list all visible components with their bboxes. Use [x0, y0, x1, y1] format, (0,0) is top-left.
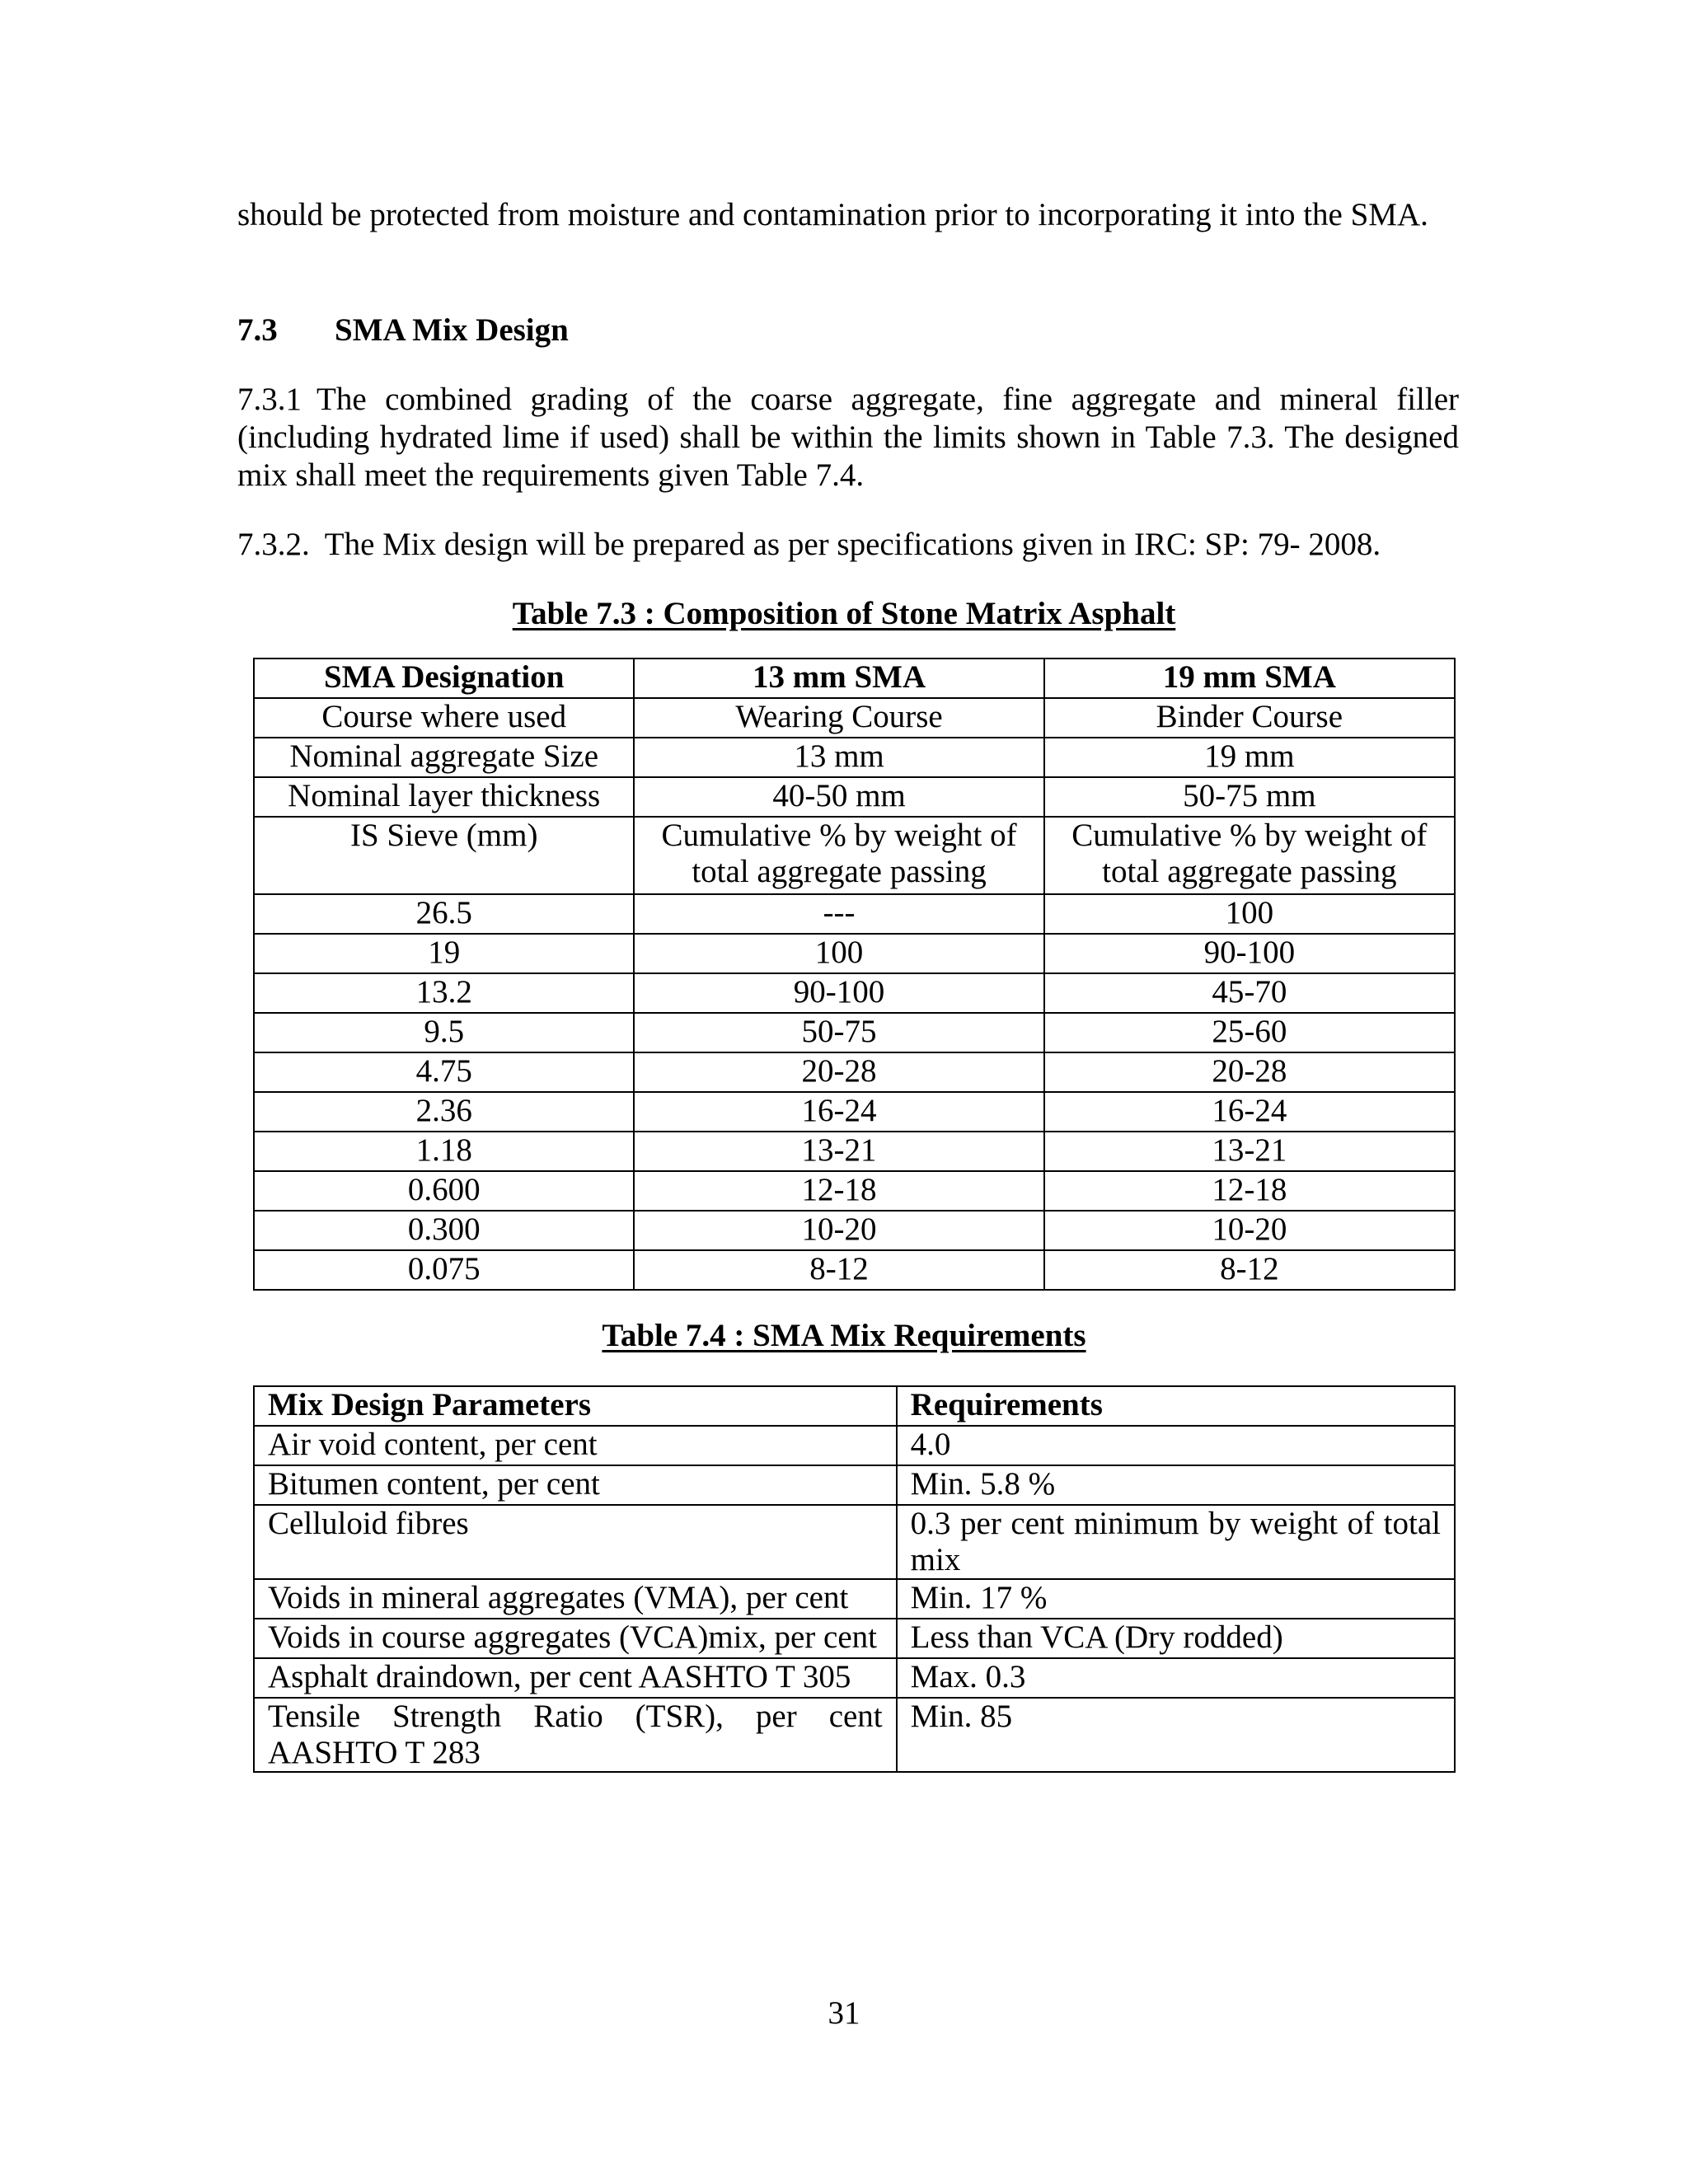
- table-cell: 10-20: [1044, 1211, 1455, 1250]
- paragraph-7-3-1-text: The combined grading of the coarse aggregate, fine aggregate and mineral filler (including hydrated lime if used) shall be within the limits shown in Table 7.3. The designed mix shall meet the requirements given Table 7.4.: [237, 382, 1459, 493]
- header-cell: 13 mm SMA: [634, 658, 1043, 698]
- table-cell: 26.5: [254, 894, 634, 934]
- table-7-4-caption-text: Table 7.4 : SMA Mix Requirements: [602, 1318, 1086, 1353]
- table-cell: Celluloid fibres: [254, 1505, 897, 1579]
- table-cell: 0.600: [254, 1171, 634, 1211]
- table-cell: ---: [634, 894, 1043, 934]
- page-number: 31: [828, 1995, 860, 2031]
- table-row: [254, 1698, 1455, 1772]
- table-row: [254, 1171, 1455, 1211]
- paragraph-7-3-2-text: The Mix design will be prepared as per specifications given in IRC: SP: 79- 2008.: [324, 527, 1381, 562]
- table-header-row: [254, 1386, 1455, 1426]
- paragraph-7-3-2: [237, 526, 1459, 564]
- table-cell: Less than VCA (Dry rodded): [897, 1619, 1455, 1658]
- table-row: [254, 973, 1455, 1013]
- table-7-3: [253, 658, 1456, 1291]
- table-cell: 13 mm: [634, 738, 1043, 777]
- table-row: [254, 1426, 1455, 1465]
- table-cell: Min. 85: [897, 1698, 1455, 1772]
- table-cell: 4.75: [254, 1052, 634, 1092]
- table-header-row: [254, 658, 1455, 698]
- paragraph-7-3-1-number: 7.3.1: [237, 382, 302, 417]
- table-row: [254, 1658, 1455, 1698]
- table-cell: 0.300: [254, 1211, 634, 1250]
- table-cell: 0.3 per cent minimum by weight of total mix: [897, 1505, 1455, 1579]
- table-cell: 100: [634, 934, 1043, 973]
- table-cell: Tensile Strength Ratio (TSR), per cent AASHTO T 283: [254, 1698, 897, 1772]
- table-cell: 13-21: [1044, 1132, 1455, 1171]
- table-cell: Nominal layer thickness: [254, 777, 634, 817]
- table-cell: Course where used: [254, 698, 634, 738]
- table-cell: 13.2: [254, 973, 634, 1013]
- table-row: [254, 817, 1455, 894]
- table-cell: IS Sieve (mm): [254, 817, 634, 894]
- table-cell: 4.0: [897, 1426, 1455, 1465]
- table-cell: Voids in course aggregates (VCA)mix, per cent: [254, 1619, 897, 1658]
- table-7-4: [253, 1385, 1456, 1773]
- table-row: [254, 1211, 1455, 1250]
- table-row: [254, 698, 1455, 738]
- paragraph-7-3-2-number: 7.3.2.: [237, 527, 310, 562]
- table-cell: Cumulative % by weight of total aggregate passing: [634, 817, 1043, 894]
- table-cell: 1.18: [254, 1132, 634, 1171]
- table-cell: 20-28: [1044, 1052, 1455, 1092]
- table-row: [254, 894, 1455, 934]
- table-cell: 20-28: [634, 1052, 1043, 1092]
- section-number: 7.3: [237, 312, 278, 348]
- table-cell: 0.075: [254, 1250, 634, 1290]
- table-cell: Binder Course: [1044, 698, 1455, 738]
- table-cell: Cumulative % by weight of total aggregate passing: [1044, 817, 1455, 894]
- table-cell: 50-75 mm: [1044, 777, 1455, 817]
- table-cell: 8-12: [634, 1250, 1043, 1290]
- table-cell: Asphalt draindown, per cent AASHTO T 305: [254, 1658, 897, 1698]
- table-row: [254, 777, 1455, 817]
- table-row: [254, 1013, 1455, 1052]
- table-cell: 2.36: [254, 1092, 634, 1132]
- table-cell: Min. 17 %: [897, 1579, 1455, 1619]
- table-cell: Air void content, per cent: [254, 1426, 897, 1465]
- table-cell: 8-12: [1044, 1250, 1455, 1290]
- table-cell: Max. 0.3: [897, 1658, 1455, 1698]
- table-cell: 12-18: [1044, 1171, 1455, 1211]
- table-7-3-caption: [0, 595, 1688, 633]
- table-row: [254, 1579, 1455, 1619]
- table-cell: 16-24: [1044, 1092, 1455, 1132]
- section-heading: [237, 312, 569, 349]
- table-row: [254, 1465, 1455, 1505]
- table-cell: 90-100: [634, 973, 1043, 1013]
- table-7-3-caption-text: Table 7.3 : Composition of Stone Matrix Asphalt: [512, 596, 1176, 631]
- section-title: SMA Mix Design: [335, 312, 569, 348]
- table-row: [254, 1505, 1455, 1579]
- intro-paragraph: should be protected from moisture and contamination prior to incorporating it into the SMA.: [237, 197, 1428, 232]
- header-cell: Mix Design Parameters: [254, 1386, 897, 1426]
- table-row: [254, 1250, 1455, 1290]
- table-cell: 9.5: [254, 1013, 634, 1052]
- header-cell: SMA Designation: [254, 658, 634, 698]
- table-cell: Voids in mineral aggregates (VMA), per cent: [254, 1579, 897, 1619]
- table-cell: Min. 5.8 %: [897, 1465, 1455, 1505]
- table-cell: 45-70: [1044, 973, 1455, 1013]
- table-cell: 50-75: [634, 1013, 1043, 1052]
- header-cell: 19 mm SMA: [1044, 658, 1455, 698]
- table-row: [254, 1052, 1455, 1092]
- table-cell: Nominal aggregate Size: [254, 738, 634, 777]
- table-cell: 13-21: [634, 1132, 1043, 1171]
- table-cell: 40-50 mm: [634, 777, 1043, 817]
- table-cell: 16-24: [634, 1092, 1043, 1132]
- table-cell: 19 mm: [1044, 738, 1455, 777]
- table-cell: 12-18: [634, 1171, 1043, 1211]
- table-cell: 10-20: [634, 1211, 1043, 1250]
- table-cell: 25-60: [1044, 1013, 1455, 1052]
- header-cell: Requirements: [897, 1386, 1455, 1426]
- table-cell: Wearing Course: [634, 698, 1043, 738]
- table-row: [254, 1092, 1455, 1132]
- table-cell: 90-100: [1044, 934, 1455, 973]
- table-row: [254, 1132, 1455, 1171]
- table-7-4-caption: [0, 1317, 1688, 1355]
- table-row: [254, 738, 1455, 777]
- table-cell: 100: [1044, 894, 1455, 934]
- table-row: [254, 1619, 1455, 1658]
- table-row: [254, 934, 1455, 973]
- table-cell: 19: [254, 934, 634, 973]
- table-cell: Bitumen content, per cent: [254, 1465, 897, 1505]
- paragraph-7-3-1: [237, 381, 1459, 494]
